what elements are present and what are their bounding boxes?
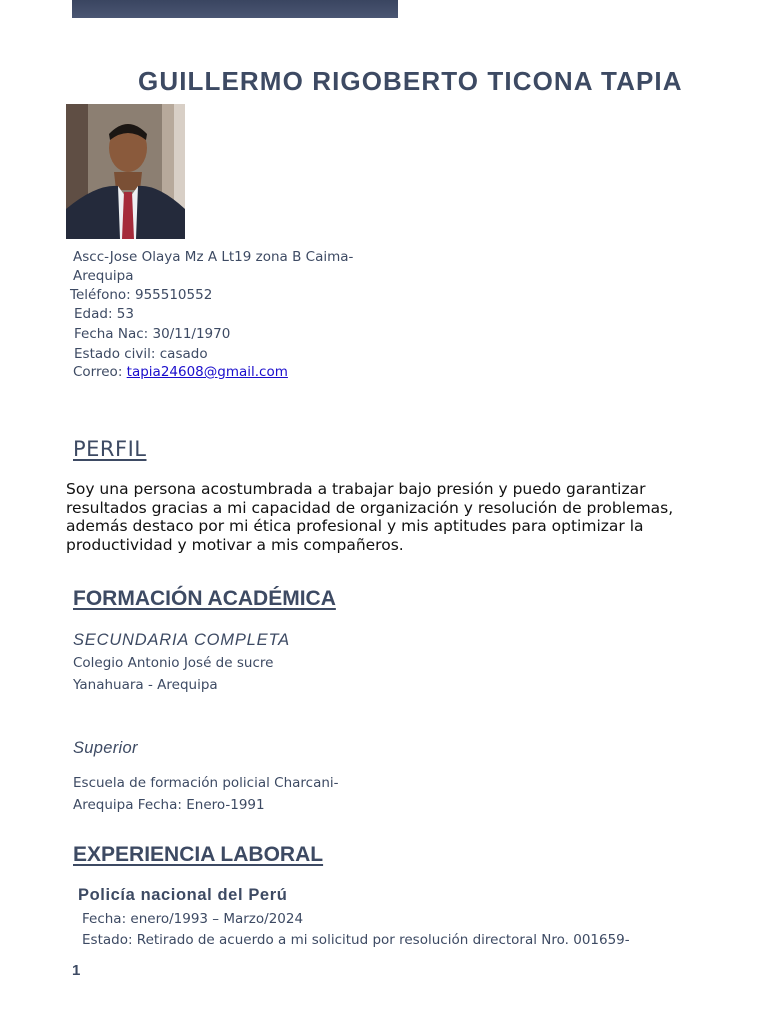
address-line-1: Ascc-Jose Olaya Mz A Lt19 zona B Caima- xyxy=(73,249,354,265)
section-title-formacion: FORMACIÓN ACADÉMICA xyxy=(73,587,336,610)
secundaria-title: SECUNDARIA COMPLETA xyxy=(73,631,290,649)
secundaria-school: Colegio Antonio José de sucre xyxy=(73,655,274,671)
superior-date: Arequipa Fecha: Enero-1991 xyxy=(73,797,265,813)
profile-photo xyxy=(66,104,185,239)
address-line-2: Arequipa xyxy=(73,268,134,284)
header-bar xyxy=(72,0,398,18)
civil-status-text: Estado civil: casado xyxy=(74,346,208,362)
section-title-experiencia: EXPERIENCIA LABORAL xyxy=(73,843,324,866)
superior-school: Escuela de formación policial Charcani- xyxy=(73,775,339,791)
job-dates: Fecha: enero/1993 – Marzo/2024 xyxy=(82,911,304,927)
profile-text: Soy una persona acostumbrada a trabajar bajo presión y puedo garantizar resultados gracias a mi capacidad de organización y resolución de problemas, además destaco por mi ética profesional y mis aptitudes para optimizar la productividad y motivar a mis compañeros. xyxy=(66,480,674,554)
birth-date-text: Fecha Nac: 30/11/1970 xyxy=(74,326,231,342)
email-row xyxy=(73,364,288,380)
secundaria-location: Yanahuara - Arequipa xyxy=(73,677,218,693)
section-title-perfil: PERFIL xyxy=(73,437,147,461)
email-link[interactable]: tapia24608@gmail.com xyxy=(126,364,288,380)
email-label: Correo: xyxy=(73,364,127,380)
phone-text: Teléfono: 955510552 xyxy=(70,287,213,303)
candidate-name: GUILLERMO RIGOBERTO TICONA TAPIA xyxy=(138,66,683,96)
age-text: Edad: 53 xyxy=(74,306,134,322)
page-number: 1 xyxy=(72,962,81,979)
superior-title: Superior xyxy=(73,739,138,757)
job-status: Estado: Retirado de acuerdo a mi solicitud por resolución directoral Nro. 001659- xyxy=(82,932,630,948)
profile-photo-illustration xyxy=(66,104,185,239)
job-title: Policía nacional del Perú xyxy=(78,886,288,904)
